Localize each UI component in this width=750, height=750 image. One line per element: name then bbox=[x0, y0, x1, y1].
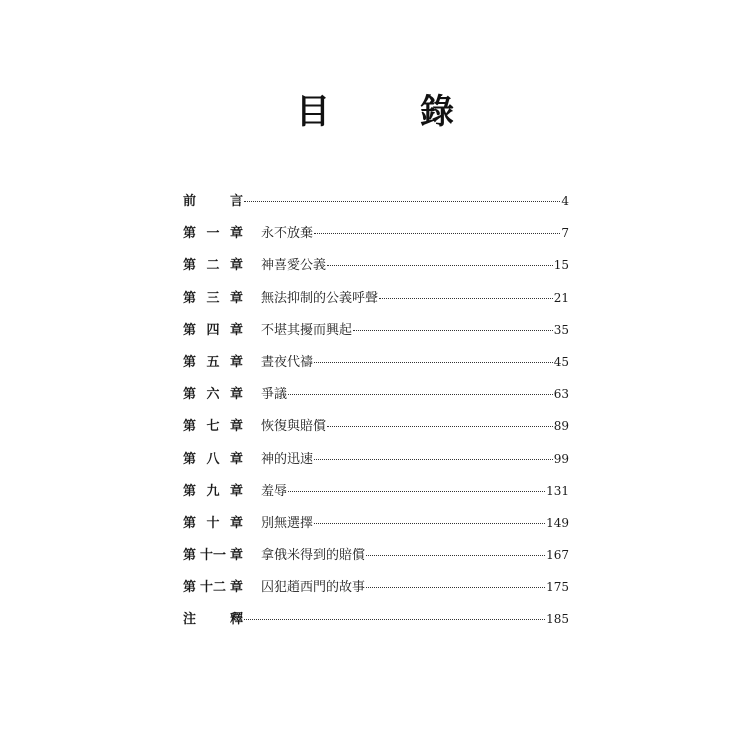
dot-leader bbox=[314, 459, 553, 460]
page-title: 目 錄 bbox=[296, 92, 482, 132]
chapter-title: 神喜愛公義 bbox=[261, 258, 327, 274]
chapter-title: 恢復與賠償 bbox=[261, 419, 327, 435]
chapter-title: 拿俄米得到的賠償 bbox=[261, 548, 366, 564]
chapter-title: 神的迅速 bbox=[261, 451, 314, 467]
chapter-title: 晝夜代禱 bbox=[261, 354, 314, 370]
dot-leader bbox=[288, 491, 545, 492]
dot-leader bbox=[379, 298, 553, 299]
page-number: 45 bbox=[553, 354, 569, 369]
toc-entry-chapter-10 bbox=[183, 515, 569, 547]
chapter-title: 永不放棄 bbox=[261, 226, 314, 242]
dot-leader bbox=[244, 619, 545, 620]
page-number: 35 bbox=[553, 322, 569, 337]
page-number: 7 bbox=[561, 226, 569, 241]
page-number: 4 bbox=[561, 194, 569, 208]
chapter-title: 別無選擇 bbox=[261, 515, 314, 531]
chapter-label: 第 八 章 bbox=[183, 451, 243, 467]
page-number: 89 bbox=[553, 419, 569, 434]
chapter-label: 第 十 章 bbox=[183, 515, 243, 531]
chapter-label: 第 六 章 bbox=[183, 387, 243, 403]
dot-leader bbox=[327, 426, 553, 427]
toc-entry-chapter-4 bbox=[183, 322, 569, 354]
chapter-label: 第 九 章 bbox=[183, 483, 243, 499]
chapter-label: 第 五 章 bbox=[183, 354, 243, 370]
chapter-label: 前 言 bbox=[183, 194, 243, 209]
toc-entry-notes bbox=[183, 611, 569, 643]
toc-entry-chapter-11 bbox=[183, 547, 569, 579]
dot-leader bbox=[353, 330, 553, 331]
dot-leader bbox=[314, 523, 545, 524]
page-number: 63 bbox=[553, 387, 569, 402]
dot-leader bbox=[314, 233, 560, 234]
toc-entry-chapter-2 bbox=[183, 257, 569, 289]
toc-entry-chapter-3 bbox=[183, 290, 569, 322]
chapter-label: 第 三 章 bbox=[183, 290, 243, 306]
chapter-title: 爭議 bbox=[261, 387, 288, 403]
chapter-title: 無法抑制的公義呼聲 bbox=[261, 290, 379, 306]
dot-leader bbox=[327, 265, 553, 266]
toc-entry-chapter-1 bbox=[183, 225, 569, 257]
chapter-label: 第 七 章 bbox=[183, 419, 243, 435]
toc-entry-preface bbox=[183, 193, 569, 225]
chapter-title: 羞辱 bbox=[261, 483, 288, 499]
chapter-label: 注 釋 bbox=[183, 612, 243, 628]
page-number: 21 bbox=[553, 290, 569, 305]
page-number: 99 bbox=[553, 451, 569, 466]
table-of-contents bbox=[183, 193, 569, 644]
toc-entry-chapter-7 bbox=[183, 418, 569, 450]
dot-leader bbox=[244, 201, 560, 202]
toc-entry-chapter-9 bbox=[183, 483, 569, 515]
chapter-label: 第 十一 章 bbox=[183, 548, 243, 564]
page-number: 175 bbox=[546, 580, 569, 595]
chapter-label: 第 十二 章 bbox=[183, 580, 243, 596]
page-number: 15 bbox=[553, 258, 569, 273]
chapter-label: 第 二 章 bbox=[183, 258, 243, 274]
toc-entry-chapter-6 bbox=[183, 386, 569, 418]
chapter-label: 第 四 章 bbox=[183, 322, 243, 338]
dot-leader bbox=[288, 394, 553, 395]
dot-leader bbox=[366, 555, 545, 556]
page-number: 185 bbox=[546, 612, 569, 627]
chapter-label: 第 一 章 bbox=[183, 226, 243, 242]
page-number: 131 bbox=[546, 483, 569, 498]
chapter-title: 不堪其擾而興起 bbox=[261, 322, 353, 338]
toc-entry-chapter-5 bbox=[183, 354, 569, 386]
toc-entry-chapter-8 bbox=[183, 451, 569, 483]
page-number: 149 bbox=[546, 515, 569, 530]
page-number: 167 bbox=[546, 548, 569, 563]
dot-leader bbox=[314, 362, 553, 363]
toc-entry-chapter-12 bbox=[183, 579, 569, 611]
chapter-title: 囚犯趙西門的故事 bbox=[261, 580, 366, 596]
dot-leader bbox=[366, 587, 545, 588]
